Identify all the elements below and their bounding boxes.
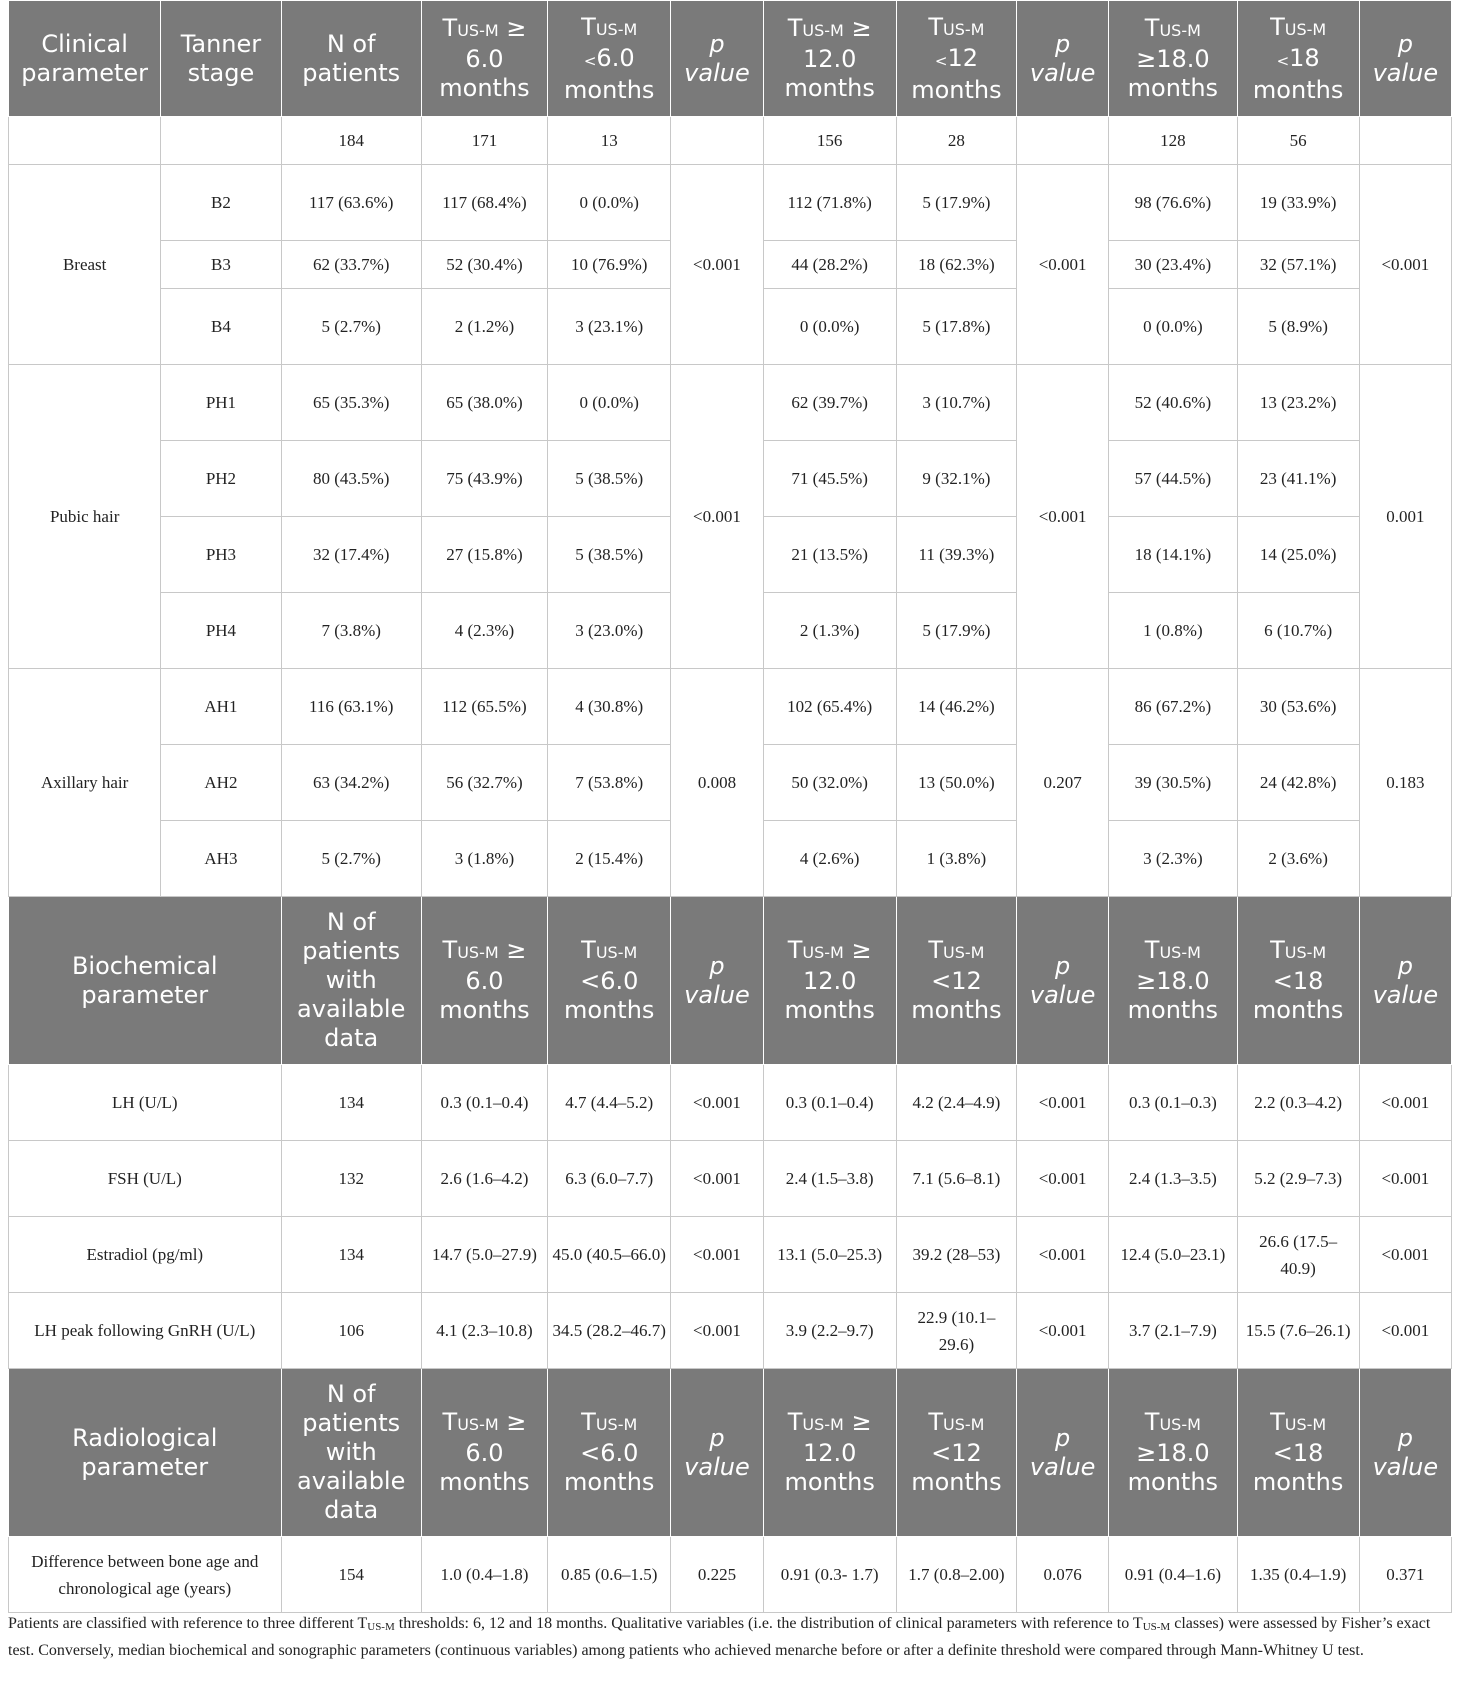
- cell: 39.2 (28–53): [896, 1217, 1016, 1293]
- row-label: LH (U/L): [9, 1065, 282, 1141]
- p-value: <0.001: [1017, 365, 1109, 669]
- cell: 80 (43.5%): [281, 441, 421, 517]
- p-value: 0.225: [671, 1537, 763, 1613]
- cell: 117 (63.6%): [281, 165, 421, 241]
- header-t-ge-6: TUS-M ≥ 6.0 months: [421, 1369, 547, 1537]
- header-t-lt-6: TUS-M <6.0 months: [548, 1369, 671, 1537]
- table-row: [9, 165, 1452, 241]
- header-p-value-12: p value: [1017, 1369, 1109, 1537]
- header-p-value-12: p value: [1017, 1, 1109, 117]
- row-label: LH peak following GnRH (U/L): [9, 1293, 282, 1369]
- cell: 3.7 (2.1–7.9): [1109, 1293, 1237, 1369]
- cell: 44 (28.2%): [763, 241, 896, 289]
- p-value: <0.001: [1359, 1293, 1451, 1369]
- cell: 12.4 (5.0–23.1): [1109, 1217, 1237, 1293]
- cell: 1.0 (0.4–1.8): [421, 1537, 547, 1613]
- cell: 18 (14.1%): [1109, 517, 1237, 593]
- row-label: Estradiol (pg/ml): [9, 1217, 282, 1293]
- cell: 63 (34.2%): [281, 745, 421, 821]
- cell: 45.0 (40.5–66.0): [548, 1217, 671, 1293]
- header-radiological-parameter: Radiological parameter: [9, 1369, 282, 1537]
- tanner-stage: AH2: [161, 745, 281, 821]
- cell: 4 (30.8%): [548, 669, 671, 745]
- cell: 2 (15.4%): [548, 821, 671, 897]
- cell: 3 (23.1%): [548, 289, 671, 365]
- total-lt-6: 13: [548, 117, 671, 165]
- radiological-header-row: [9, 1369, 1452, 1537]
- row-label: FSH (U/L): [9, 1141, 282, 1217]
- cell: 3 (10.7%): [896, 365, 1016, 441]
- header-t-ge-18: TUS-M ≥18.0 months: [1109, 1, 1237, 117]
- cell: 3.9 (2.2–9.7): [763, 1293, 896, 1369]
- total-ge-18: 128: [1109, 117, 1237, 165]
- cell: 98 (76.6%): [1109, 165, 1237, 241]
- cell: 3 (23.0%): [548, 593, 671, 669]
- cell: 3 (2.3%): [1109, 821, 1237, 897]
- cell: 2.4 (1.5–3.8): [763, 1141, 896, 1217]
- group-label-breast: Breast: [9, 165, 161, 365]
- cell: 134: [281, 1217, 421, 1293]
- cell: 14 (25.0%): [1237, 517, 1359, 593]
- cell: 5 (8.9%): [1237, 289, 1359, 365]
- total-ge-6: 171: [421, 117, 547, 165]
- cell: 5 (38.5%): [548, 441, 671, 517]
- cell: 4.1 (2.3–10.8): [421, 1293, 547, 1369]
- p-value: <0.001: [671, 365, 763, 669]
- cell: 0.3 (0.1–0.4): [763, 1065, 896, 1141]
- table-row: [9, 1065, 1452, 1141]
- cell: 7 (53.8%): [548, 745, 671, 821]
- cell: 65 (35.3%): [281, 365, 421, 441]
- header-tanner-stage: Tanner stage: [161, 1, 281, 117]
- cell: 4 (2.3%): [421, 593, 547, 669]
- cell: 27 (15.8%): [421, 517, 547, 593]
- cell: 6.3 (6.0–7.7): [548, 1141, 671, 1217]
- tanner-stage: PH3: [161, 517, 281, 593]
- cell: 23 (41.1%): [1237, 441, 1359, 517]
- group-label-axillary-hair: Axillary hair: [9, 669, 161, 897]
- cell: 5 (17.8%): [896, 289, 1016, 365]
- header-t-lt-6: TUS-M <6.0 months: [548, 897, 671, 1065]
- header-t-lt-12: TUS-M <12 months: [896, 897, 1016, 1065]
- cell: 30 (53.6%): [1237, 669, 1359, 745]
- table-row: [9, 365, 1452, 441]
- cell: 0 (0.0%): [548, 165, 671, 241]
- p-value: <0.001: [671, 1293, 763, 1369]
- cell: 13 (50.0%): [896, 745, 1016, 821]
- totals-empty-3: [671, 117, 763, 165]
- cell: 2 (3.6%): [1237, 821, 1359, 897]
- cell: 134: [281, 1065, 421, 1141]
- cell: 62 (33.7%): [281, 241, 421, 289]
- cell: 14 (46.2%): [896, 669, 1016, 745]
- header-t-lt-12: TUS-M <12 months: [896, 1369, 1016, 1537]
- tanner-stage: AH3: [161, 821, 281, 897]
- cell: 0.91 (0.4–1.6): [1109, 1537, 1237, 1613]
- p-value: 0.008: [671, 669, 763, 897]
- cell: 0.85 (0.6–1.5): [548, 1537, 671, 1613]
- cell: 3 (1.8%): [421, 821, 547, 897]
- cell: 2.6 (1.6–4.2): [421, 1141, 547, 1217]
- cell: 0 (0.0%): [763, 289, 896, 365]
- cell: 154: [281, 1537, 421, 1613]
- cell: 2.2 (0.3–4.2): [1237, 1065, 1359, 1141]
- cell: 116 (63.1%): [281, 669, 421, 745]
- totals-empty-1: [9, 117, 161, 165]
- cell: 5 (38.5%): [548, 517, 671, 593]
- cell: 86 (67.2%): [1109, 669, 1237, 745]
- table-row: [9, 1217, 1452, 1293]
- cell: 34.5 (28.2–46.7): [548, 1293, 671, 1369]
- cell: 65 (38.0%): [421, 365, 547, 441]
- cell: 50 (32.0%): [763, 745, 896, 821]
- tanner-stage: PH4: [161, 593, 281, 669]
- cell: 2 (1.2%): [421, 289, 547, 365]
- cell: 10 (76.9%): [548, 241, 671, 289]
- header-clinical-parameter: Clinical parameter: [9, 1, 161, 117]
- p-value: <0.001: [1017, 1217, 1109, 1293]
- results-table: [8, 0, 1452, 1613]
- cell: 62 (39.7%): [763, 365, 896, 441]
- cell: 75 (43.9%): [421, 441, 547, 517]
- totals-empty-5: [1359, 117, 1451, 165]
- p-value: <0.001: [671, 1217, 763, 1293]
- header-p-value-12: p value: [1017, 897, 1109, 1065]
- total-n: 184: [281, 117, 421, 165]
- header-t-lt-18: TUS-M <18 months: [1237, 1369, 1359, 1537]
- header-t-lt-18: TUS-M <18 months: [1237, 897, 1359, 1065]
- cell: 112 (65.5%): [421, 669, 547, 745]
- cell: 132: [281, 1141, 421, 1217]
- header-p-value-6: p value: [671, 1, 763, 117]
- cell: 71 (45.5%): [763, 441, 896, 517]
- cell: 2.4 (1.3–3.5): [1109, 1141, 1237, 1217]
- cell: 9 (32.1%): [896, 441, 1016, 517]
- cell: 106: [281, 1293, 421, 1369]
- cell: 1.35 (0.4–1.9): [1237, 1537, 1359, 1613]
- cell: 39 (30.5%): [1109, 745, 1237, 821]
- p-value: 0.076: [1017, 1537, 1109, 1613]
- header-t-ge-18: TUS-M ≥18.0 months: [1109, 1369, 1237, 1537]
- cell: 14.7 (5.0–27.9): [421, 1217, 547, 1293]
- table-row: [9, 1293, 1452, 1369]
- cell: 4.2 (2.4–4.9): [896, 1065, 1016, 1141]
- header-n-available: N of patients with available data: [281, 1369, 421, 1537]
- cell: 11 (39.3%): [896, 517, 1016, 593]
- cell: 1.7 (0.8–2.00): [896, 1537, 1016, 1613]
- p-value: <0.001: [1359, 1141, 1451, 1217]
- cell: 5 (2.7%): [281, 821, 421, 897]
- header-t-ge-12: TUS-M ≥ 12.0 months: [763, 1, 896, 117]
- table-footnote: Patients are classified with reference to three different TUS-M thresholds: 6, 12 and 18 months. Qualitative variables (i.e. the distribution of clinical parameters with reference to TUS-M classes) were assessed by Fisher’s exact test. Conversely, median biochemical and sonographic parameters (continuous variables) among patients who achieved menarche before or after a definite threshold were compared through Mann-Whitney U test.: [8, 1615, 1431, 1659]
- cell: 1 (0.8%): [1109, 593, 1237, 669]
- p-value: 0.183: [1359, 669, 1451, 897]
- totals-empty-2: [161, 117, 281, 165]
- header-p-value-18: p value: [1359, 1, 1451, 117]
- header-p-value-6: p value: [671, 1369, 763, 1537]
- cell: 4.7 (4.4–5.2): [548, 1065, 671, 1141]
- p-value: 0.001: [1359, 365, 1451, 669]
- p-value: 0.371: [1359, 1537, 1451, 1613]
- cell: 102 (65.4%): [763, 669, 896, 745]
- cell: 15.5 (7.6–26.1): [1237, 1293, 1359, 1369]
- cell: 5.2 (2.9–7.3): [1237, 1141, 1359, 1217]
- cell: 5 (2.7%): [281, 289, 421, 365]
- clinical-header-row: [9, 1, 1452, 117]
- cell: 30 (23.4%): [1109, 241, 1237, 289]
- p-value: <0.001: [671, 1065, 763, 1141]
- cell: 52 (30.4%): [421, 241, 547, 289]
- totals-empty-4: [1017, 117, 1109, 165]
- header-t-ge-6: TUS-M ≥ 6.0 months: [421, 1, 547, 117]
- p-value: <0.001: [1017, 1141, 1109, 1217]
- cell: 7.1 (5.6–8.1): [896, 1141, 1016, 1217]
- p-value: <0.001: [1017, 165, 1109, 365]
- header-t-ge-18: TUS-M ≥18.0 months: [1109, 897, 1237, 1065]
- cell: 56 (32.7%): [421, 745, 547, 821]
- cell: 0 (0.0%): [1109, 289, 1237, 365]
- table-row: [9, 1141, 1452, 1217]
- cell: 112 (71.8%): [763, 165, 896, 241]
- cell: 18 (62.3%): [896, 241, 1016, 289]
- row-label: Difference between bone age and chronological age (years): [9, 1537, 282, 1613]
- tanner-stage: B4: [161, 289, 281, 365]
- header-t-ge-6: TUS-M ≥ 6.0 months: [421, 897, 547, 1065]
- header-p-value-6: p value: [671, 897, 763, 1065]
- header-t-lt-6: TUS-M <6.0 months: [548, 1, 671, 117]
- cell: 52 (40.6%): [1109, 365, 1237, 441]
- tanner-stage: PH2: [161, 441, 281, 517]
- table-row: [9, 669, 1452, 745]
- cell: 0.91 (0.3- 1.7): [763, 1537, 896, 1613]
- cell: 32 (57.1%): [1237, 241, 1359, 289]
- header-t-ge-12: TUS-M ≥ 12.0 months: [763, 1369, 896, 1537]
- tanner-stage: B3: [161, 241, 281, 289]
- cell: 13.1 (5.0–25.3): [763, 1217, 896, 1293]
- cell: 4 (2.6%): [763, 821, 896, 897]
- biochemical-header-row: [9, 897, 1452, 1065]
- cell: 0.3 (0.1–0.3): [1109, 1065, 1237, 1141]
- cell: 1 (3.8%): [896, 821, 1016, 897]
- header-t-lt-12: TUS-M <12 months: [896, 1, 1016, 117]
- header-n-available: N of patients with available data: [281, 897, 421, 1065]
- p-value: <0.001: [671, 165, 763, 365]
- cell: 57 (44.5%): [1109, 441, 1237, 517]
- p-value: <0.001: [1017, 1293, 1109, 1369]
- cell: 32 (17.4%): [281, 517, 421, 593]
- cell: 7 (3.8%): [281, 593, 421, 669]
- cell: 0 (0.0%): [548, 365, 671, 441]
- tanner-stage: PH1: [161, 365, 281, 441]
- cell: 0.3 (0.1–0.4): [421, 1065, 547, 1141]
- group-label-pubic-hair: Pubic hair: [9, 365, 161, 669]
- header-t-lt-18: TUS-M <18 months: [1237, 1, 1359, 117]
- totals-row: [9, 117, 1452, 165]
- cell: 117 (68.4%): [421, 165, 547, 241]
- cell: 6 (10.7%): [1237, 593, 1359, 669]
- p-value: <0.001: [1359, 1065, 1451, 1141]
- cell: 5 (17.9%): [896, 593, 1016, 669]
- tanner-stage: B2: [161, 165, 281, 241]
- header-t-ge-12: TUS-M ≥ 12.0 months: [763, 897, 896, 1065]
- p-value: <0.001: [671, 1141, 763, 1217]
- p-value: <0.001: [1017, 1065, 1109, 1141]
- p-value: <0.001: [1359, 1217, 1451, 1293]
- header-biochemical-parameter: Biochemical parameter: [9, 897, 282, 1065]
- tanner-stage: AH1: [161, 669, 281, 745]
- cell: 5 (17.9%): [896, 165, 1016, 241]
- cell: 24 (42.8%): [1237, 745, 1359, 821]
- cell: 2 (1.3%): [763, 593, 896, 669]
- results-table-wrapper: [8, 0, 1452, 1613]
- total-lt-12: 28: [896, 117, 1016, 165]
- table-row: [9, 1537, 1452, 1613]
- cell: 21 (13.5%): [763, 517, 896, 593]
- cell: 13 (23.2%): [1237, 365, 1359, 441]
- header-p-value-18: p value: [1359, 897, 1451, 1065]
- total-lt-18: 56: [1237, 117, 1359, 165]
- total-ge-12: 156: [763, 117, 896, 165]
- header-n-patients: N of patients: [281, 1, 421, 117]
- cell: 22.9 (10.1–29.6): [896, 1293, 1016, 1369]
- header-p-value-18: p value: [1359, 1369, 1451, 1537]
- p-value: 0.207: [1017, 669, 1109, 897]
- cell: 19 (33.9%): [1237, 165, 1359, 241]
- p-value: <0.001: [1359, 165, 1451, 365]
- cell: 26.6 (17.5–40.9): [1237, 1217, 1359, 1293]
